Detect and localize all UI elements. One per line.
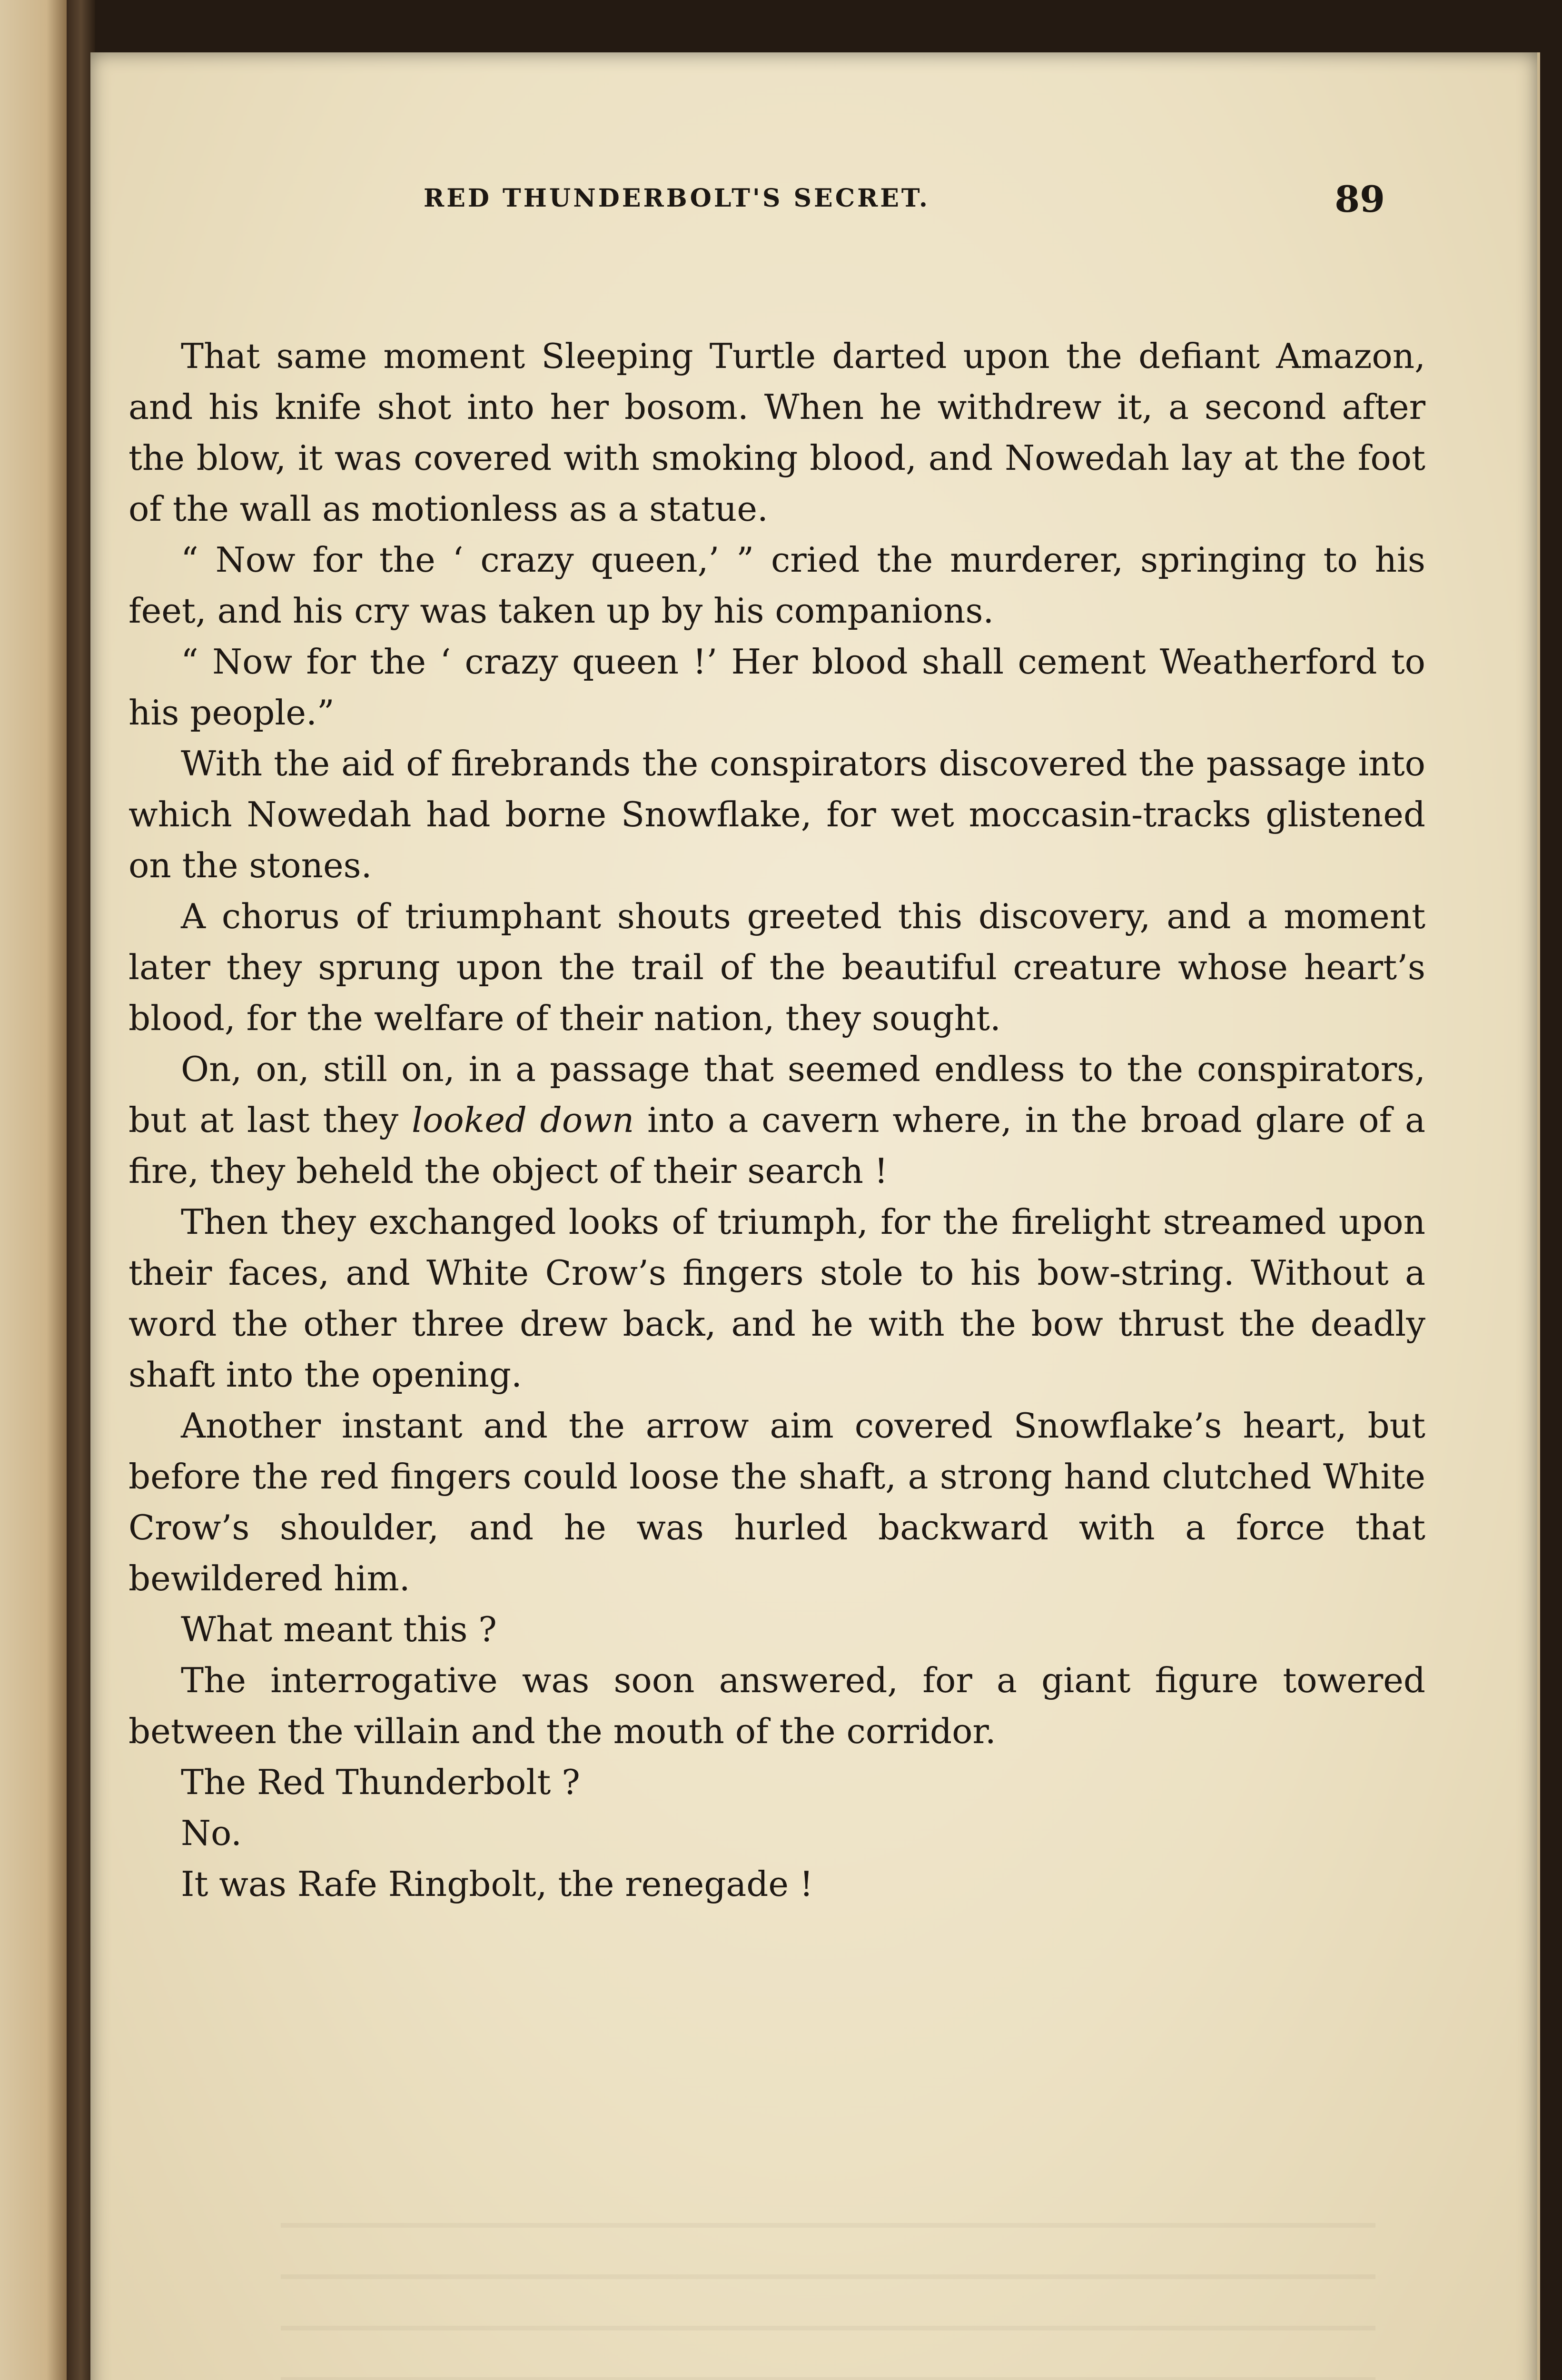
body-text: [129, 331, 1425, 1910]
show-through-text: [281, 2223, 1375, 2380]
paragraph: The interrogative was soon answered, for a giant figure towered between the villain and the mouth of the corridor.: [129, 1660, 1425, 1751]
paragraph-text: On, on, still on, in a passage that seemed endless to the conspirators, but at last they: [129, 1049, 1425, 1140]
paragraph: The Red Thunderbolt ?: [181, 1762, 580, 1802]
paragraph: No.: [181, 1813, 242, 1853]
paragraph: With the aid of firebrands the conspirators discovered the passage into which Nowedah had borne Snowflake, for wet moccasin-tracks glistened on the stones.: [129, 744, 1425, 885]
paragraph: Another instant and the arrow aim covered Snowflake’s heart, but before the red fingers could loose the shaft, a strong hand clutched White Crow’s shoulder, and he was hurled backward with a force that bewildered him.: [129, 1406, 1425, 1598]
paragraph: A chorus of triumphant shouts greeted this discovery, and a moment later they sprung upon the trail of the beautiful creature whose heart’s blood, for the welfare of their nation, they sought.: [129, 896, 1425, 1038]
paragraph: Then they exchanged looks of triumph, for the firelight streamed upon their faces, and White Crow’s fingers stole to his bow-string. Without a word the other three drew back, and he with the bow thrust the deadly shaft into the opening.: [129, 1202, 1425, 1395]
paragraph: That same moment Sleeping Turtle darted upon the defiant Amazon, and his knife shot into her bosom. When he withdrew it, a second after the blow, it was covered with smoking blood, and Nowedah lay at the foot of the wall as motionless as a statue.: [129, 336, 1425, 529]
paragraph: It was Rafe Ringbolt, the renegade !: [181, 1864, 813, 1904]
running-head: [90, 178, 1537, 241]
paragraph-text: into a cavern where, in the broad glare of a fire, they beheld the object of their search !: [129, 1100, 1426, 1191]
running-title: RED THUNDERBOLT'S SECRET.: [424, 184, 930, 213]
paragraph: [129, 1044, 1425, 1197]
facing-page-edge: [0, 0, 67, 2380]
book-page: [90, 52, 1540, 2380]
italic-emphasis: looked down: [411, 1100, 634, 1140]
paragraph: What meant this ?: [181, 1609, 497, 1649]
paragraph: “ Now for the ‘ crazy queen,’ ” cried the murderer, springing to his feet, and his cry was taken up by his companions.: [129, 540, 1425, 631]
page-number: 89: [1335, 178, 1385, 220]
paragraph: “ Now for the ‘ crazy queen !’ Her blood shall cement Weatherford to his people.”: [129, 642, 1425, 733]
